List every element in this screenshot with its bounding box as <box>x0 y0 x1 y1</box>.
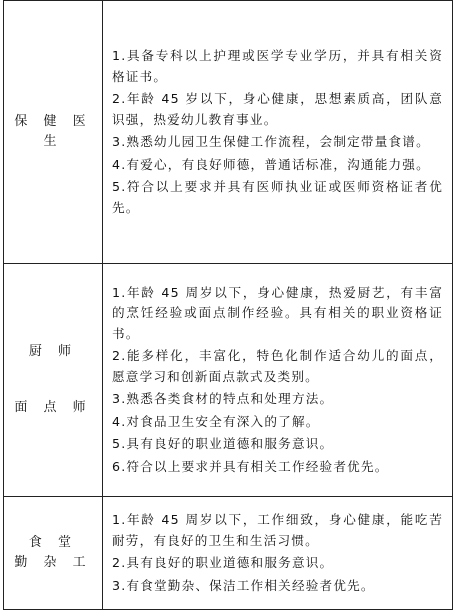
requirement-item: 6.符合以上要求并具有相关工作经验者优先。 <box>112 458 389 474</box>
requirement-item: 3.有食堂勤杂、保洁工作相关经验者优先。 <box>112 577 375 593</box>
position-name: 面 点 师 <box>14 400 92 415</box>
requirement-item: 1.具备专科以上护理或医学专业学历，并具有相关资格证书。 <box>112 48 443 84</box>
recruitment-requirements-document <box>3 0 452 593</box>
requirement-item: 4.对食品卫生安全有深入的了解。 <box>112 413 320 429</box>
position-name: 保 健 医 生 <box>14 114 92 149</box>
requirement-item: 2.年龄 45 岁以下，身心健康，思想素质高，团队意识强，热爱幼儿教育事业。 <box>112 91 443 127</box>
table-row-health-doctor <box>4 1 453 264</box>
table-row-chef <box>4 264 453 497</box>
requirement-item: 2.具有良好的职业道德和服务意识。 <box>112 555 334 570</box>
table-row-canteen-worker <box>4 497 453 610</box>
position-cell <box>4 264 103 497</box>
requirement-item: 5.符合以上要求并具有医师执业证或医师资格证者优先。 <box>112 179 443 215</box>
requirements-cell <box>103 497 453 610</box>
position-cell <box>4 497 103 610</box>
requirement-item: 3.熟悉幼儿园卫生保健工作流程，会制定带量食谱。 <box>112 134 430 149</box>
position-name: 勤 杂 工 <box>14 555 92 570</box>
requirement-item: 5.具有良好的职业道德和服务意识。 <box>112 436 334 452</box>
requirement-item: 4.有爱心，有良好师德，普通话标准，沟通能力强。 <box>112 156 430 172</box>
requirement-item: 1.年龄 45 周岁以下，工作细致，身心健康，能吃苦耐劳，有良好的卫生和生活习惯。 <box>112 512 443 548</box>
position-name: 厨 师 <box>28 344 78 359</box>
requirement-item: 2.能多样化，丰富化，特色化制作适合幼儿的面点，愿意学习和创新面点款式及类别。 <box>112 348 443 384</box>
requirements-cell <box>103 1 453 264</box>
requirement-item: 3.熟悉各类食材的特点和处理方法。 <box>112 391 334 407</box>
position-name: 食 堂 <box>28 535 78 550</box>
spacer <box>4 362 102 398</box>
requirements-cell <box>103 264 453 497</box>
requirement-item: 1.年龄 45 周岁以下，身心健康，热爱厨艺，有丰富的烹饪经验或面点制作经验。具有相关的职业资格证书。 <box>112 284 443 341</box>
position-cell <box>4 1 103 264</box>
requirements-table <box>3 0 453 610</box>
